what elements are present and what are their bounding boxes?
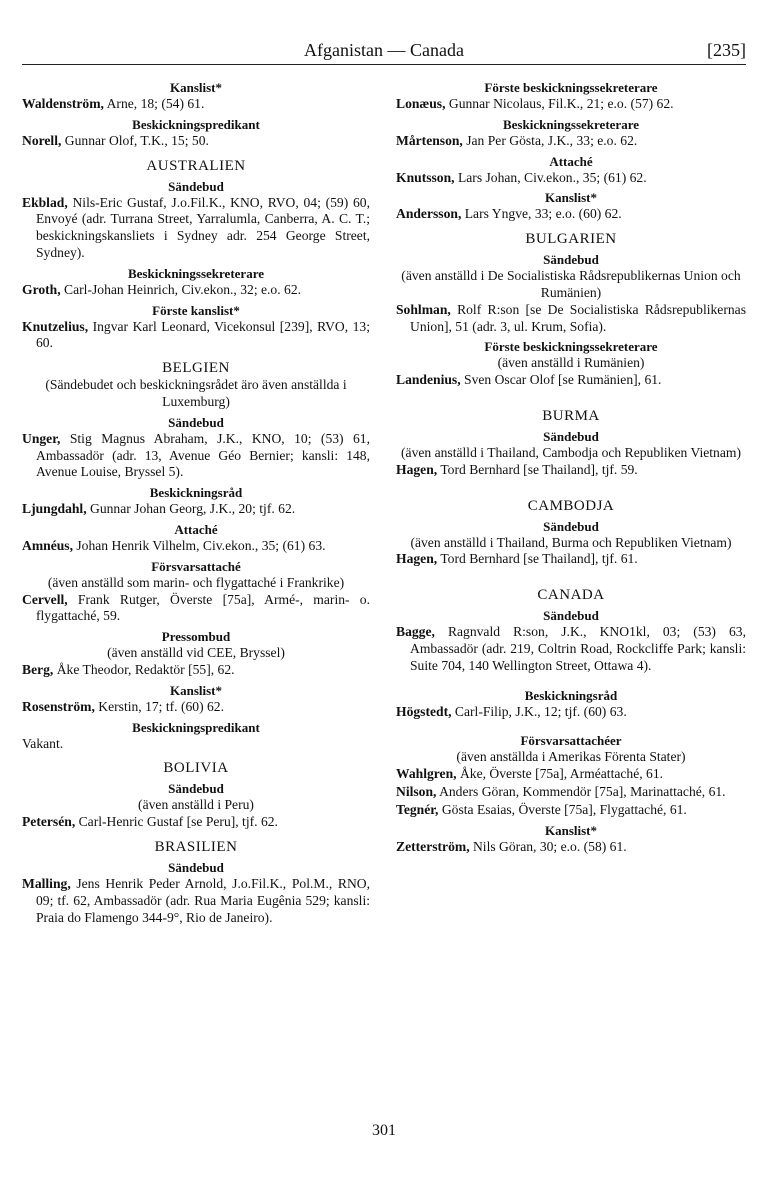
staff-entry <box>396 784 746 801</box>
staff-entry <box>22 133 370 150</box>
staff-details: Anders Göran, Kommendör [75a], Marinattaché, 61. <box>436 783 726 799</box>
staff-details: Carl-Johan Heinrich, Civ.ekon., 32; e.o. 62. <box>60 281 302 297</box>
staff-name: Hagen, <box>396 551 438 567</box>
staff-details: Arne, 18; (54) 61. <box>103 96 205 111</box>
country-heading: BELGIEN <box>162 360 230 377</box>
page-reference: [235] <box>707 40 746 60</box>
staff-entry <box>22 876 370 926</box>
role-heading: Sändebud <box>168 781 224 797</box>
staff-name: Mårtenson, <box>396 132 463 148</box>
staff-entry <box>22 96 370 113</box>
staff-entry <box>396 839 746 856</box>
country-heading: AUSTRALIEN <box>146 157 246 174</box>
staff-name: Tegnér, <box>396 801 439 817</box>
staff-name: Nilson, <box>396 783 437 799</box>
role-heading: Beskickningsråd <box>149 485 243 501</box>
role-heading: Sändebud <box>543 608 599 624</box>
staff-entry <box>396 802 746 819</box>
staff-name: Groth, <box>22 281 61 297</box>
role-heading: Pressombud <box>161 629 231 645</box>
role-heading: Försvarsattachéer <box>520 733 622 749</box>
role-heading: Sändebud <box>543 428 599 444</box>
section-note: (även anställd i De Socialistiska Rådsrepublikernas Union och Rumänien) <box>401 268 741 300</box>
role-heading: Förste beskickningssekreterare <box>484 339 658 355</box>
staff-details: Gunnar Nicolaus, Fil.K., 21; e.o. (57) 62. <box>445 96 674 111</box>
country-heading: BOLIVIA <box>163 760 229 777</box>
staff-details: Åke Theodor, Redaktör [55], 62. <box>53 661 235 677</box>
staff-entry <box>22 282 370 299</box>
role-heading: Sändebud <box>543 518 599 534</box>
role-heading: Attaché <box>174 521 218 537</box>
staff-name: Malling, <box>22 875 71 891</box>
staff-name: Högstedt, <box>396 703 452 719</box>
staff-entry <box>396 133 746 150</box>
role-heading: Sändebud <box>543 252 599 268</box>
role-heading: Sändebud <box>168 178 224 194</box>
staff-details: Carl-Filip, J.K., 12; tjf. (60) 63. <box>451 703 627 719</box>
staff-entry <box>396 624 746 674</box>
staff-details: Vakant. <box>22 735 64 751</box>
role-heading: Beskickningspredikant <box>132 719 260 735</box>
staff-entry <box>396 551 746 568</box>
role-heading: Kanslist* <box>544 822 597 838</box>
role-heading: Förste beskickningssekreterare <box>484 80 658 95</box>
staff-name: Andersson, <box>396 206 462 222</box>
staff-entry <box>22 699 370 716</box>
staff-entry <box>396 372 746 389</box>
staff-entry <box>22 319 370 353</box>
staff-details: Stig Magnus Abraham, J.K., KNO, 10; (53) 61, Ambassadör (adr. 13, Avenue Géo Bernier; kansli: 148, Avenue Louise, Bryssel 5). <box>36 430 370 480</box>
country-heading: CANADA <box>537 587 605 604</box>
staff-entry <box>22 538 370 555</box>
staff-entry <box>22 814 370 831</box>
page-title: Afganistan — Canada <box>304 40 464 60</box>
section-note: (Sändebudet och beskickningsrådet äro även anställda i Luxemburg) <box>45 377 347 409</box>
staff-name: Waldenström, <box>22 96 104 111</box>
page-header <box>22 36 746 65</box>
role-heading: Beskickningspredikant <box>132 116 260 132</box>
staff-details: Gunnar Johan Georg, J.K., 20; tjf. 62. <box>86 501 296 517</box>
role-heading: Sändebud <box>168 414 224 430</box>
left-column <box>22 76 370 927</box>
staff-details: Carl-Henric Gustaf [se Peru], tjf. 62. <box>75 814 278 830</box>
staff-name: Ekblad, <box>22 194 68 210</box>
staff-entry <box>396 462 746 479</box>
staff-details: Gösta Esaias, Överste [75a], Flygattaché, 61. <box>438 801 687 817</box>
staff-name: Cervell, <box>22 591 68 607</box>
staff-entry <box>396 302 746 336</box>
staff-name: Amnéus, <box>22 537 73 553</box>
country-heading: CAMBODJA <box>527 497 615 514</box>
staff-name: Wahlgren, <box>396 766 457 782</box>
staff-details: Nils Göran, 30; e.o. (58) 61. <box>469 838 627 854</box>
staff-name: Berg, <box>22 661 54 677</box>
staff-details: Jan Per Gösta, J.K., 33; e.o. 62. <box>462 132 638 148</box>
staff-name: Ljungdahl, <box>22 501 87 517</box>
staff-name: Lonæus, <box>396 96 446 111</box>
section-note: (även anställd i Peru) <box>138 797 254 813</box>
staff-name: Rosenström, <box>22 698 95 714</box>
staff-entry <box>22 736 370 753</box>
section-note: (även anställd i Rumänien) <box>497 355 645 371</box>
staff-details: Tord Bernhard [se Thailand], tjf. 59. <box>437 461 638 477</box>
staff-entry <box>396 96 746 113</box>
country-heading: BURMA <box>542 407 600 424</box>
staff-details: Nils-Eric Gustaf, J.o.Fil.K., KNO, RVO, 04; (59) 60, Envoyé (adr. Turrana Street, Yarralumla, Canberra, A. C. T.; beskickningskansliets i Sydney adr. 254 George Street, Sydney). <box>36 194 370 260</box>
staff-name: Zetterström, <box>396 838 470 854</box>
country-heading: BULGARIEN <box>525 231 617 248</box>
staff-details: Ingvar Karl Leonard, Vicekonsul [239], RVO, 13; 60. <box>36 318 370 351</box>
staff-details: Frank Rutger, Överste [75a], Armé-, marin- o. flygattaché, 59. <box>36 591 370 624</box>
country-heading: BRASILIEN <box>154 838 238 855</box>
staff-name: Norell, <box>22 132 62 148</box>
section-note: (även anställd som marin- och flygattaché i Frankrike) <box>47 574 345 590</box>
role-heading: Sändebud <box>168 859 224 875</box>
staff-entry <box>22 431 370 481</box>
staff-name: Landenius, <box>396 372 461 388</box>
staff-details: Kerstin, 17; tf. (60) 62. <box>94 698 224 714</box>
staff-details: Johan Henrik Vilhelm, Civ.ekon., 35; (61) 63. <box>72 537 326 553</box>
right-column <box>396 76 746 856</box>
staff-entry <box>22 501 370 518</box>
staff-details: Tord Bernhard [se Thailand], tjf. 61. <box>437 551 638 567</box>
staff-name: Knutsson, <box>396 169 455 185</box>
role-heading: Kanslist* <box>169 682 222 698</box>
staff-details: Lars Johan, Civ.ekon., 35; (61) 62. <box>454 169 647 185</box>
staff-details: Rolf R:son [se De Socialistiska Rådsrepublikernas Union], 51 (adr. 3, ul. Krum, Sofia). <box>410 301 746 334</box>
staff-name: Knutzelius, <box>22 318 89 334</box>
role-heading: Förste kanslist* <box>152 302 240 318</box>
staff-entry <box>396 170 746 187</box>
role-heading: Beskickningsråd <box>524 687 618 703</box>
staff-entry <box>396 766 746 783</box>
staff-details: Lars Yngve, 33; e.o. (60) 62. <box>461 206 622 222</box>
section-note: (även anställd vid CEE, Bryssel) <box>107 645 285 661</box>
staff-details: Gunnar Olof, T.K., 15; 50. <box>61 132 209 148</box>
staff-name: Sohlman, <box>396 301 451 317</box>
page-number: 301 <box>372 1122 396 1139</box>
staff-details: Sven Oscar Olof [se Rumänien], 61. <box>460 372 662 388</box>
staff-entry <box>396 704 746 721</box>
staff-details: Åke, Överste [75a], Arméattaché, 61. <box>456 766 664 782</box>
role-heading: Beskickningssekreterare <box>502 116 639 132</box>
staff-entry <box>22 662 370 679</box>
role-heading: Kanslist* <box>169 80 222 95</box>
staff-name: Bagge, <box>396 624 435 640</box>
staff-entry <box>396 206 746 223</box>
section-note: (även anställd i Thailand, Burma och Republiken Vietnam) <box>410 534 732 550</box>
role-heading: Attaché <box>549 153 593 169</box>
role-heading: Kanslist* <box>544 190 597 206</box>
role-heading: Försvarsattaché <box>151 558 241 574</box>
staff-entry <box>22 195 370 262</box>
staff-name: Petersén, <box>22 814 76 830</box>
staff-entry <box>22 592 370 626</box>
section-note: (även anställd i Thailand, Cambodja och Republiken Vietnam) <box>401 444 741 460</box>
section-note: (även anställda i Amerikas Förenta Stater) <box>456 749 686 765</box>
role-heading: Beskickningssekreterare <box>127 265 264 281</box>
staff-name: Unger, <box>22 430 61 446</box>
staff-details: Jens Henrik Peder Arnold, J.o.Fil.K., Pol.M., RNO, 09; tf. 62, Ambassadör (adr. Rua Maria Eugênia 529; kansli: Praia do Flamengo 344-9°, Rio de Janeiro). <box>36 875 370 925</box>
staff-name: Hagen, <box>396 461 438 477</box>
staff-details: Ragnvald R:son, J.K., KNO1kl, 03; (53) 63, Ambassadör (adr. 219, Coltrin Road, Rockcliffe Park; kansli: Suite 704, 140 Wellington Street, Ottawa 4). <box>410 624 746 673</box>
